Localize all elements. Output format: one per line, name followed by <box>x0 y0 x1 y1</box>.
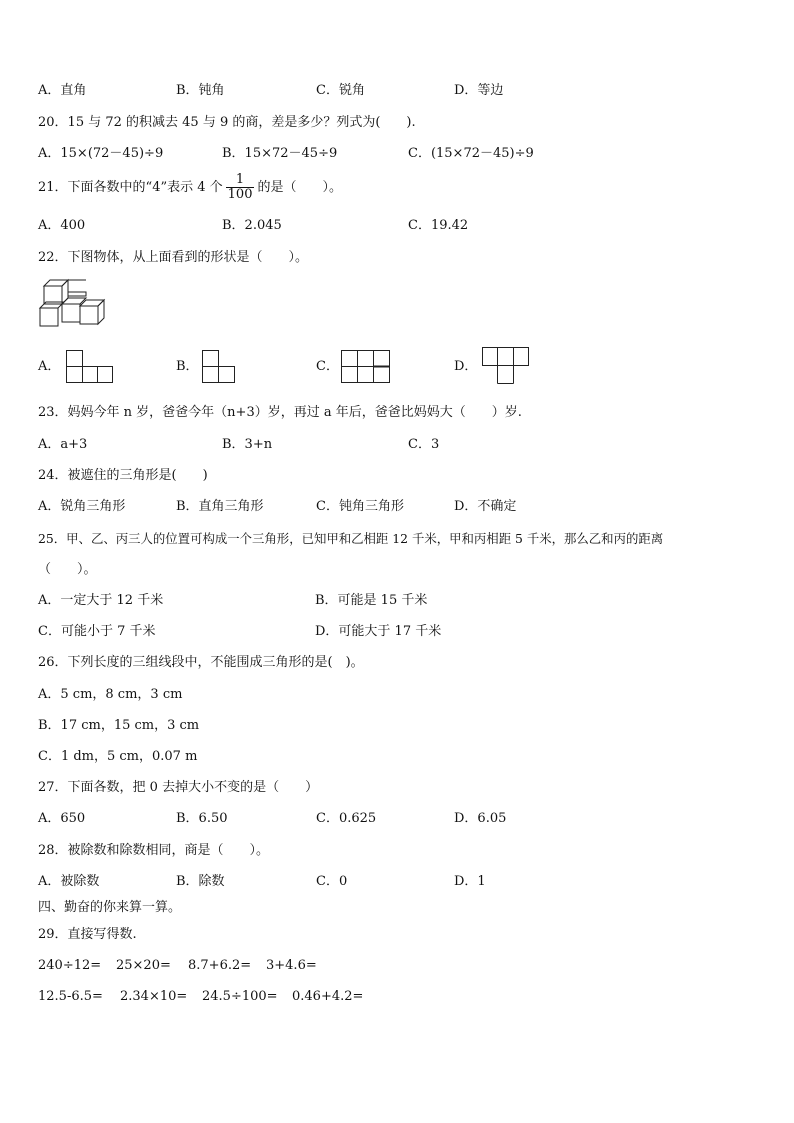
q27-stem: 27．下面各数，把 0 去掉大小不变的是（ ） <box>38 780 319 795</box>
cube-back-block <box>68 292 86 296</box>
q29-expr: 12.5-6.5= <box>38 989 103 1004</box>
q21-stem-after: 的是（ ）。 <box>257 180 342 195</box>
q23-option-b: B．3+n <box>222 437 273 452</box>
q25-option-d: D．可能大于 17 千米 <box>315 624 442 639</box>
q29-expr: 3+4.6= <box>266 958 317 973</box>
cube-right <box>80 306 98 324</box>
q22-option-b-figure <box>202 350 236 384</box>
section-4-title: 四、勤奋的你来算一算。 <box>38 900 182 915</box>
q19-option-a: A．直角 <box>38 83 87 98</box>
q19-option-b: B．钝角 <box>176 83 225 98</box>
q25-option-b: B．可能是 15 千米 <box>315 593 428 608</box>
q19-option-d: D．等边 <box>454 83 504 98</box>
q22-option-d-label: D． <box>454 359 478 374</box>
q23-stem: 23．妈妈今年 n 岁，爸爸今年（n+3）岁，再过 a 年后，爸爸比妈妈大（ ）岁. <box>38 405 522 420</box>
q29-expr: 24.5÷100= <box>202 989 278 1004</box>
q20-option-b: B．15×72－45÷9 <box>222 146 338 161</box>
cube-front-face <box>44 286 62 304</box>
q29-expr: 8.7+6.2= <box>188 958 252 973</box>
q22-option-d-figure <box>482 347 530 385</box>
q22-option-c-figure <box>341 350 391 384</box>
q22-option-b-label: B． <box>176 359 199 374</box>
q22-stem: 22．下图物体，从上面看到的形状是（ ）。 <box>38 250 309 265</box>
q25-stem: 25．甲、乙、丙三人的位置可构成一个三角形，已知甲和乙相距 12 千米，甲和丙相距 5 千米，那么乙和丙的距离 <box>38 531 664 546</box>
q22-option-c-label: C． <box>316 359 339 374</box>
cube-bottom-middle <box>62 304 80 322</box>
q24-stem: 24．被遮住的三角形是( ) <box>38 468 208 483</box>
q26-option-b: B．17 cm，15 cm，3 cm <box>38 718 200 733</box>
q24-option-a: A．锐角三角形 <box>38 499 126 514</box>
q26-option-c: C．1 dm，5 cm，0.07 m <box>38 749 198 764</box>
q27-option-d: D．6.05 <box>454 811 507 826</box>
q25-option-c: C．可能小于 7 千米 <box>38 624 156 639</box>
q22-option-a-label: A． <box>38 359 61 374</box>
q21-option-b: B．2.045 <box>222 218 282 233</box>
q27-option-b: B．6.50 <box>176 811 228 826</box>
q25-option-a: A．一定大于 12 千米 <box>38 593 164 608</box>
q27-option-c: C．0.625 <box>316 811 377 826</box>
q24-option-d: D．不确定 <box>454 499 517 514</box>
q29-expr: 25×20= <box>116 958 171 973</box>
q20-option-c: C．(15×72－45)÷9 <box>408 146 534 161</box>
q19-option-c: C．锐角 <box>316 83 365 98</box>
q23-option-a: A．a+3 <box>38 437 88 452</box>
cube-bottom-left <box>40 308 58 326</box>
q24-option-b: B．直角三角形 <box>176 499 264 514</box>
q29-expr: 2.34×10= <box>120 989 188 1004</box>
q27-option-a: A．650 <box>38 811 86 826</box>
q25-stem-continued: （ ）。 <box>38 562 97 577</box>
q28-option-c: C．0 <box>316 874 348 889</box>
q21-option-a: A．400 <box>38 218 86 233</box>
q24-option-c: C．钝角三角形 <box>316 499 404 514</box>
cube-right-side <box>98 300 104 324</box>
q28-option-b: B．除数 <box>176 874 225 889</box>
q29-stem: 29．直接写得数. <box>38 927 137 942</box>
q23-option-c: C．3 <box>408 437 440 452</box>
q21-fraction-numerator: 1 <box>226 173 255 188</box>
q21-option-c: C．19.42 <box>408 218 469 233</box>
q26-stem: 26．下列长度的三组线段中，不能围成三角形的是( )。 <box>38 655 364 670</box>
q29-expr: 0.46+4.2= <box>292 989 364 1004</box>
q26-option-a: A．5 cm，8 cm，3 cm <box>38 687 183 702</box>
q20-stem: 20．15 与 72 的积减去 45 与 9 的商，差是多少？列式为( ). <box>38 115 416 130</box>
q21-stem <box>38 172 342 204</box>
q28-stem: 28．被除数和除数相同，商是（ ）。 <box>38 843 270 858</box>
q20-option-a: A．15×(72－45)÷9 <box>38 146 164 161</box>
q29-expr: 240÷12= <box>38 958 102 973</box>
q21-stem-before: 21．下面各数中的“4”表示 4 个 <box>38 180 223 195</box>
q21-fraction <box>226 173 255 202</box>
q22-option-a-figure <box>66 350 114 384</box>
q22-cube-figure <box>38 278 110 330</box>
q28-option-a: A．被除数 <box>38 874 100 889</box>
q21-fraction-denominator: 100 <box>227 187 253 202</box>
q28-option-d: D．1 <box>454 874 486 889</box>
